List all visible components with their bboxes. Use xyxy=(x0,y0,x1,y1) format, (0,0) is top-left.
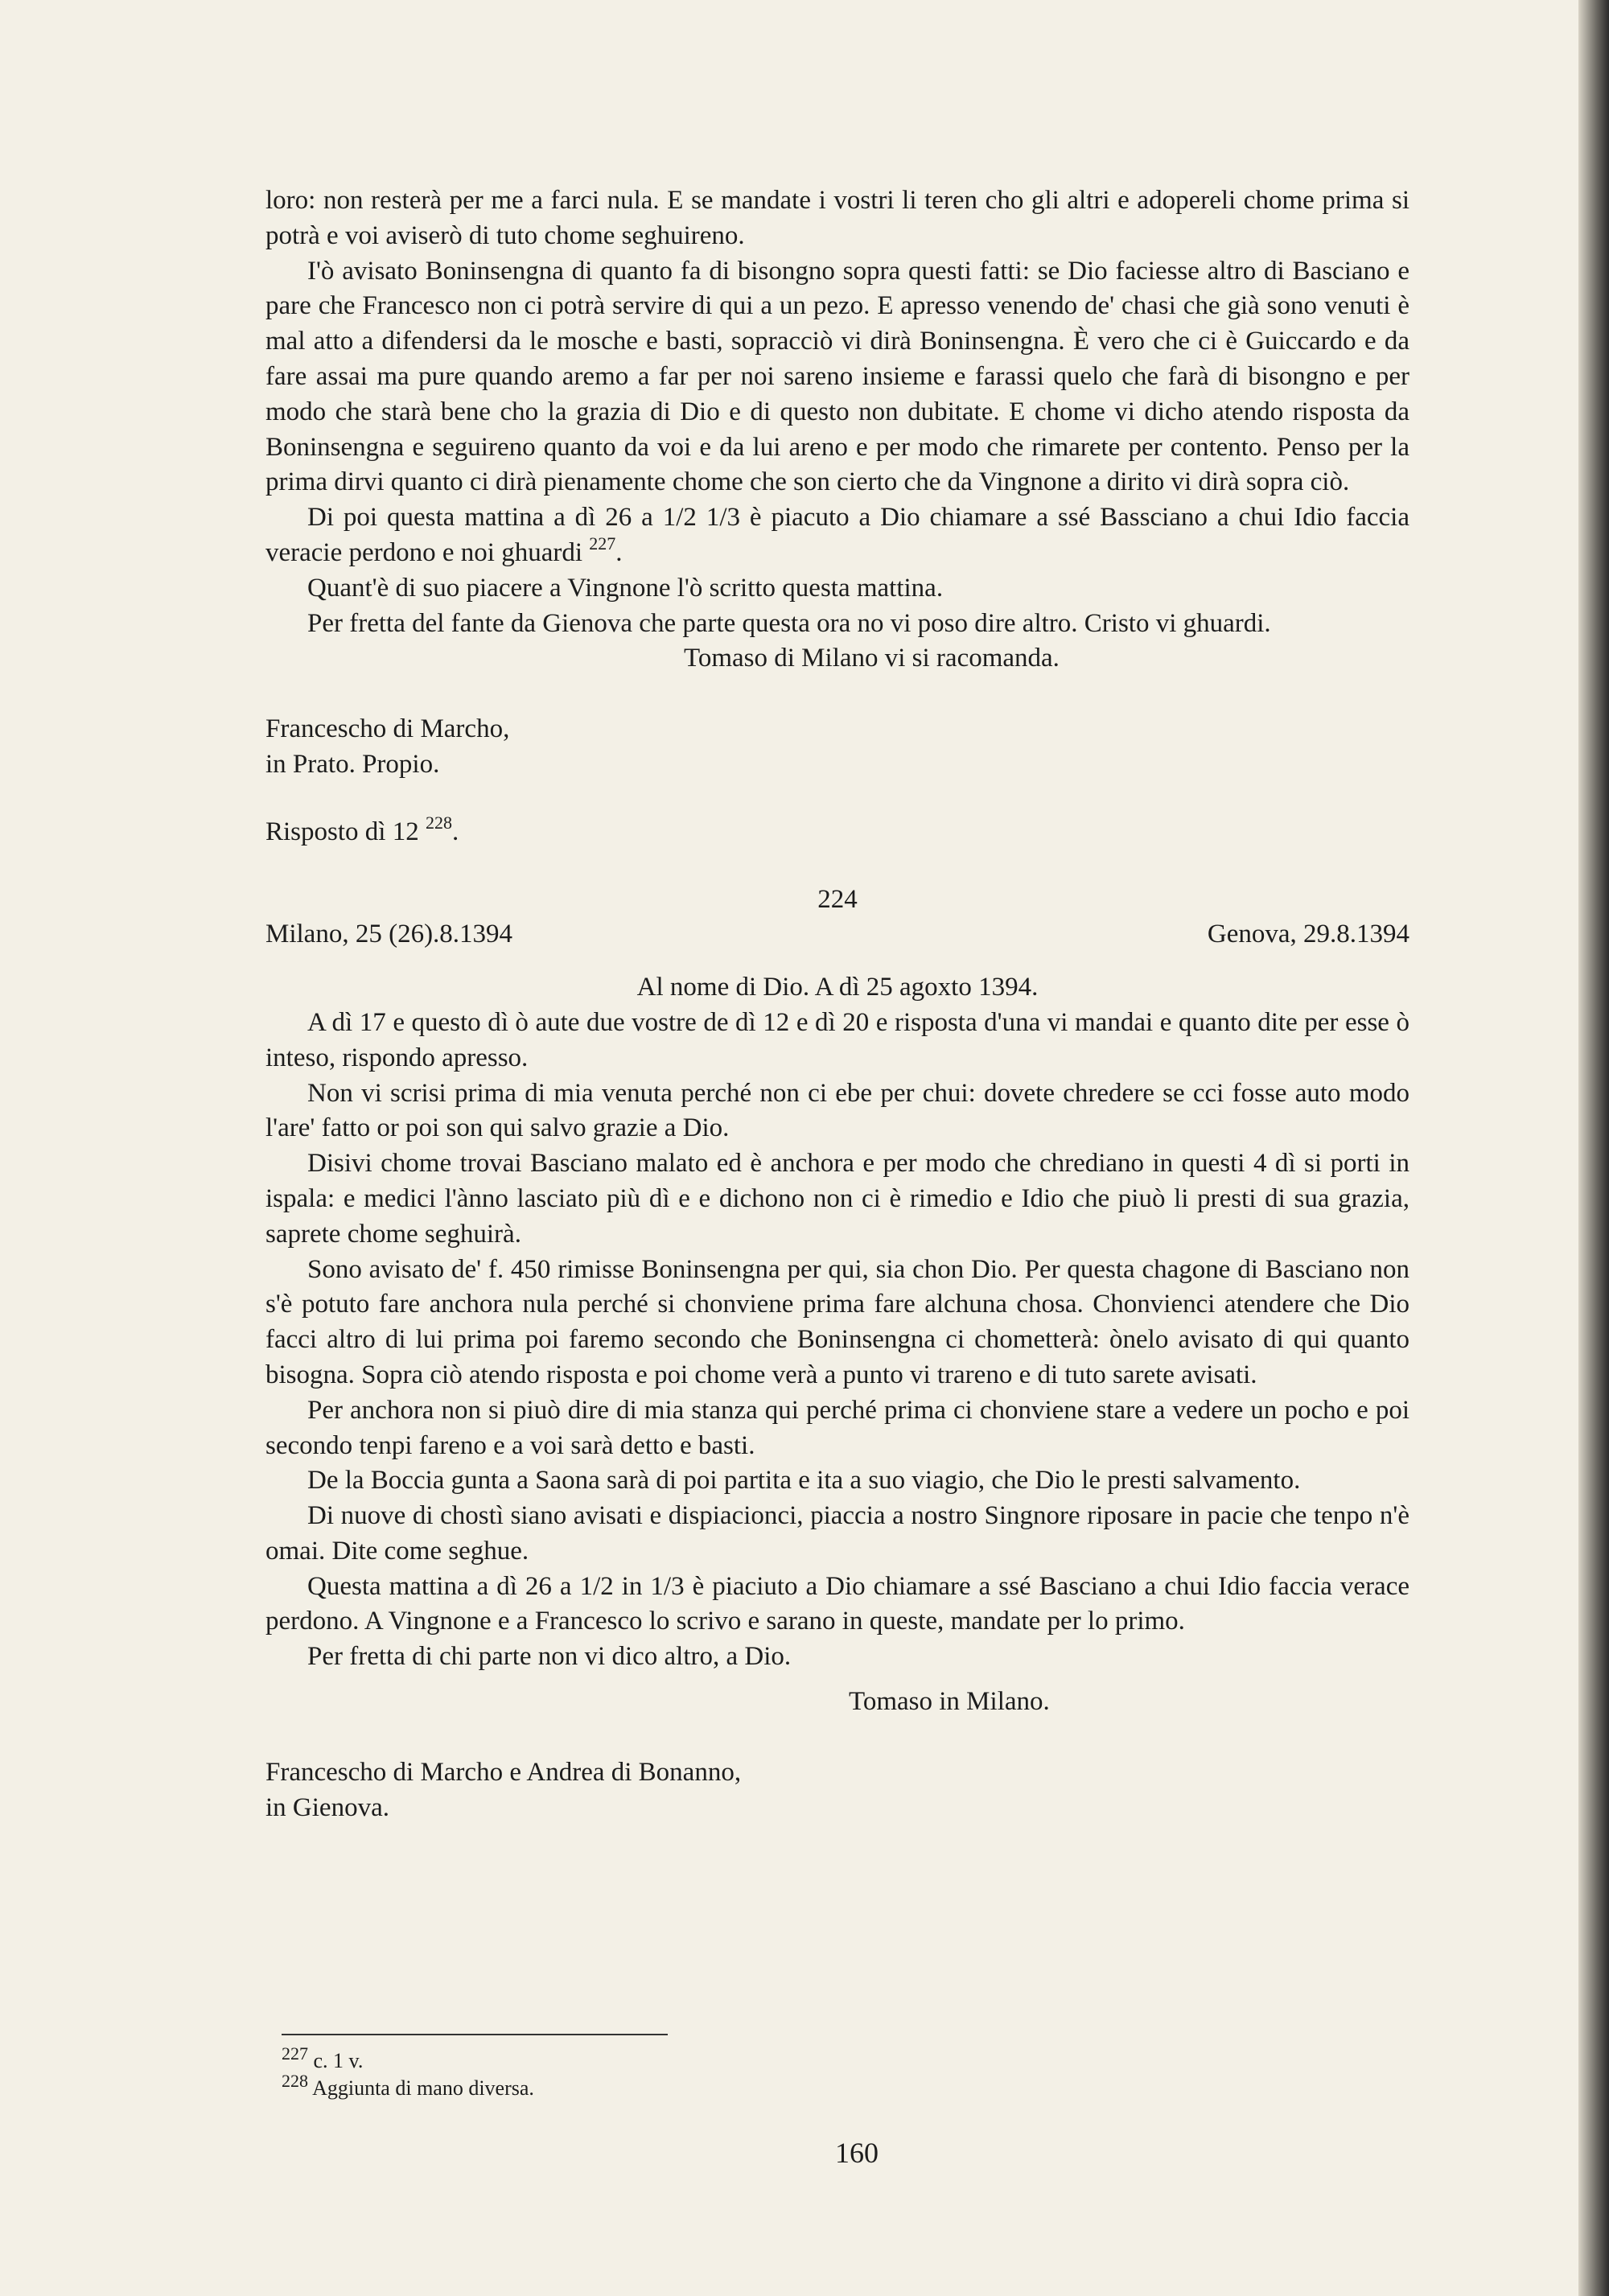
paragraph: Per anchora non si piuò dire di mia stanza qui perché prima ci chonviene stare a vedere un pocho e poi secondo tenpi fareno e a voi sarà detto e basti. xyxy=(265,1395,1409,1460)
letter-number: 224 xyxy=(817,884,858,914)
paragraph: Per fretta di chi parte non vi dico altro, a Dio. xyxy=(307,1642,792,1672)
footnote-text: Aggiunta di mano diversa. xyxy=(312,2076,534,2100)
footnote-ref: 228 xyxy=(425,812,452,833)
footnote-ref: 227 xyxy=(589,533,616,553)
address xyxy=(265,712,1409,783)
paragraph: A dì 17 e questo dì ò aute due vostre de dì 12 e dì 20 e risposta d'una vi mandai e quanto dite per esse ò inteso, rispondo apresso. xyxy=(265,1007,1409,1072)
footnote-number: 227 xyxy=(282,2043,308,2064)
paragraph: Disivi chome trovai Basciano malato ed è anchora e per modo che chrediano in questi 4 dì si porti in ispala: e medici l'ànno lasciato più dì e e dichono non ci è rimedio e Idio che piuò li presti di sua grazia, saprete chome seghuirà. xyxy=(265,1149,1409,1249)
address-line: Francescho di Marcho, xyxy=(265,714,510,744)
footnote-number: 228 xyxy=(282,2071,308,2091)
page-edge xyxy=(1578,0,1609,2296)
paragraph: De la Boccia gunta a Saona sarà di poi partita e ita a suo viagio, che Dio le presti salvamento. xyxy=(307,1466,1301,1496)
page-number: 160 xyxy=(835,2137,879,2169)
paragraph: loro: non resterà per me a farci nula. E se mandate i vostri li teren cho gli altri e adopereli chome prima si potrà e voi aviserò di tuto chome seghuireno. xyxy=(265,186,1409,250)
paragraph: Per fretta del fante da Gienova che parte questa ora no vi poso dire altro. Cristo vi ghuardi. xyxy=(307,608,1271,638)
footnote xyxy=(282,2043,1006,2074)
letter-header xyxy=(265,917,1409,953)
address-line: in Gienova. xyxy=(265,1792,389,1822)
paragraph: Sono avisato de' f. 450 rimisse Boninsengna per qui, sia chon Dio. Per questa chagone di Basciano non s'è potuto fare anchora nula perché si chonviene prima fare alchuna chosa. Chonvienci atendere che Dio facci altro di lui prima poi faremo secondo che Boninsengna ci chometterà: ònelo avisato di qui quanto bisogna. Sopra ciò atendo risposta e poi chome verà a punto vi trareno e di tuto sarete avisati. xyxy=(265,1254,1409,1389)
paragraph: Di nuove di chostì siano avisati e dispiacionci, piaccia a nostro Singnore riposare in pacie che tenpo n'è omai. Dite come seghue. xyxy=(265,1501,1409,1566)
footnote-rule xyxy=(282,2034,668,2035)
signature: Tomaso di Milano vi si racomanda. xyxy=(684,644,1060,673)
address-line: in Prato. Propio. xyxy=(265,749,440,779)
signature: Tomaso in Milano. xyxy=(849,1687,1050,1717)
paragraph-text: Di poi questa mattina a dì 26 a 1/2 1/3 è piacuto a Dio chiamare a ssé Bassciano a chui Idio faccia veracie perdono e noi ghuardi xyxy=(265,503,1409,567)
salutation: Al nome di Dio. A dì 25 agoxto 1394. xyxy=(636,973,1039,1002)
paragraph: Questa mattina a dì 26 a 1/2 in 1/3 è piaciuto a Dio chiamare a ssé Basciano a chui Idio faccia verace perdono. A Vingnone e a Francesco lo scrivo e sarano in queste, mandate per lo primo. xyxy=(265,1571,1409,1636)
paragraph: Quant'è di suo piacere a Vingnone l'ò scritto questa mattina. xyxy=(307,573,944,603)
footnote xyxy=(282,2071,1006,2101)
address-line: Francescho di Marcho e Andrea di Bonanno, xyxy=(265,1757,742,1787)
paragraph: Non vi scrisi prima di mia venuta perché non ci ebe per chui: dovete chredere se cci fosse auto modo l'are' fatto or poi son qui salvo grazie a Dio. xyxy=(265,1078,1409,1143)
address xyxy=(265,1755,1409,1826)
paragraph: Di poi questa mattina a dì 26 a 1/2 1/3 è piacuto a Dio chiamare a ssé Bassciano a chui Idio faccia veracie perdono e noi ghuardi $^{227}$. xyxy=(265,503,1409,567)
main-text xyxy=(265,183,1409,1825)
paragraph: I'ò avisato Boninsengna di quanto fa di bisongno sopra questi fatti: se Dio faciesse altro di Basciano e pare che Francesco non ci potrà servire di qui a un pezo. E apresso venendo de' chasi che già sono venuti è mal atto a difendersi da le mosche e basti, sopracciò vi dirà Boninsengna. È vero che ci è Guiccardo e da fare assai ma pure quando aremo a far per noi sareno insieme e farassi quelo che farà di bisongno e per modo che starà bene cho la grazia di Dio e di questo non dubitate. E chome vi dicho atendo risposta da Boninsengna e seguireno quanto da voi e da lui areno e per modo che rimarete per contento. Penso per la prima dirvi quanto ci dirà pienamente chome che son cierto che da Vingnone a dirito vi dirà sopra ciò. xyxy=(265,256,1409,497)
reply-note: Risposto dì 12 $^{228}$. xyxy=(265,812,459,846)
letter-destination: Genova, 29.8.1394 xyxy=(1207,920,1409,949)
letter-origin: Milano, 25 (26).8.1394 xyxy=(265,920,513,949)
footnote-text: c. 1 v. xyxy=(313,2049,364,2072)
